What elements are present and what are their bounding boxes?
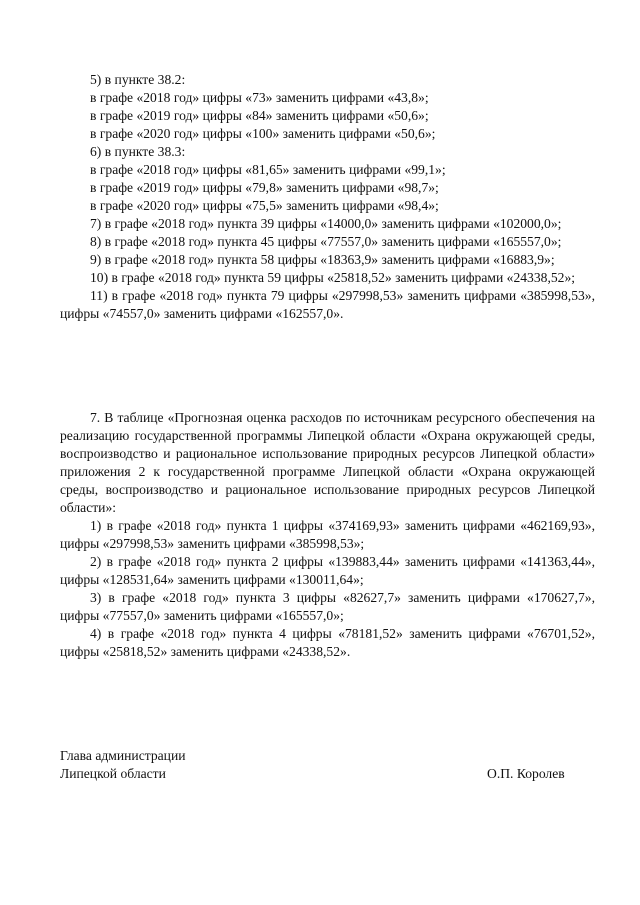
list-item: 5) в пункте 38.2: <box>90 72 186 87</box>
list-item: 3) в графе «2018 год» пункта 3 цифры «82627,7» заменить цифрами «170627,7», цифры «77557,0» заменить цифрами «165557,0»; <box>60 590 595 623</box>
signatory-title-line1: Глава администрации <box>60 748 186 763</box>
list-item: 8) в графе «2018 год» пункта 45 цифры «77557,0» заменить цифрами «165557,0»; <box>90 234 562 249</box>
list-item: 2) в графе «2018 год» пункта 2 цифры «139883,44» заменить цифрами «141363,44», цифры «128531,64» заменить цифрами «130011,64»; <box>60 554 595 587</box>
amendments-list-section <box>60 71 595 323</box>
signatory-title <box>60 747 186 783</box>
list-item: 9) в графе «2018 год» пункта 58 цифры «18363,9» заменить цифрами «16883,9»; <box>90 252 555 267</box>
list-item: 10) в графе «2018 год» пункта 59 цифры «25818,52» заменить цифрами «24338,52»; <box>90 270 576 285</box>
list-item: 7) в графе «2018 год» пункта 39 цифры «14000,0» заменить цифрами «102000,0»; <box>90 216 562 231</box>
list-item: 4) в графе «2018 год» пункта 4 цифры «78181,52» заменить цифрами «76701,52», цифры «25818,52» заменить цифрами «24338,52». <box>60 626 595 659</box>
table-amendments-section <box>60 409 595 661</box>
signatory-name: О.П. Королев <box>487 766 565 781</box>
list-item: в графе «2019 год» цифры «79,8» заменить цифрами «98,7»; <box>90 180 439 195</box>
list-item: 6) в пункте 38.3: <box>90 144 186 159</box>
list-item: в графе «2018 год» цифры «81,65» заменить цифрами «99,1»; <box>90 162 446 177</box>
list-item: 1) в графе «2018 год» пункта 1 цифры «374169,93» заменить цифрами «462169,93», цифры «297998,53» заменить цифрами «385998,53»; <box>60 518 595 551</box>
list-item: в графе «2018 год» цифры «73» заменить цифрами «43,8»; <box>90 90 429 105</box>
list-item: в графе «2020 год» цифры «75,5» заменить цифрами «98,4»; <box>90 198 439 213</box>
list-item: в графе «2020 год» цифры «100» заменить цифрами «50,6»; <box>90 126 436 141</box>
list-item: 11) в графе «2018 год» пункта 79 цифры «297998,53» заменить цифрами «385998,53», цифры «74557,0» заменить цифрами «162557,0». <box>60 288 595 321</box>
section-intro-paragraph: 7. В таблице «Прогнозная оценка расходов по источникам ресурсного обеспечения на реализацию государственной программы Липецкой области «Охрана окружающей среды, воспроизводство и рациональное использование природных ресурсов Липецкой области» приложения 2 к государственной программе Липецкой области «Охрана окружающей среды, воспроизводство и рациональное использование природных ресурсов Липецкой области»: <box>60 410 595 515</box>
signatory-title-line2: Липецкой области <box>60 766 166 781</box>
list-item: в графе «2019 год» цифры «84» заменить цифрами «50,6»; <box>90 108 429 123</box>
